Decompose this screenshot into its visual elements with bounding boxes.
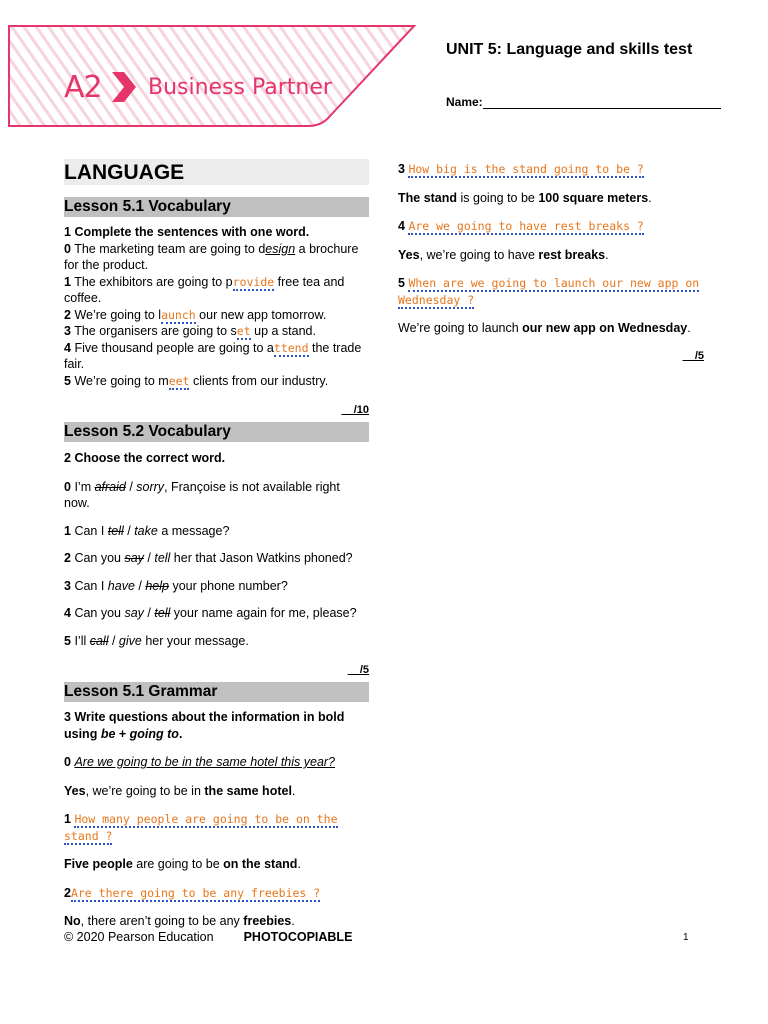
- answer-field[interactable]: When are we going to launch our new app on Wednesday ?: [398, 276, 700, 307]
- answer-field[interactable]: ttend: [273, 340, 309, 355]
- vocab1-item-3: 3 The organisers are going to set up a stand.: [64, 324, 316, 338]
- grammar-a4: Yes, we’re going to have rest breaks.: [398, 247, 609, 262]
- grammar-a2: No, there aren’t going to be any freebies.: [64, 914, 295, 928]
- logo-business-partner: Business Partner: [148, 75, 332, 100]
- vocab2-score: __/5: [347, 664, 369, 676]
- grammar-q4: 4 Are we going to have rest breaks ?: [398, 219, 644, 233]
- grammar-score: __/5: [682, 350, 704, 362]
- vocab2-exercise: 2 Choose the correct word. 0 I’m afraid / sorry, Françoise is not available right now. 1 Can I tell / take a message? 2 Can you say / tell her that Jason Watkins phoned? 3 Can I have / help your phone number? 4 Can you say / tell your name again for me, please? 5 I’ll call / give her your message.: [64, 450, 369, 649]
- vocab2-item-0: 0 I’m afraid / sorry, Françoise is not available right now.: [64, 479, 340, 510]
- photocopiable-label: PHOTOCOPIABLE: [243, 930, 353, 944]
- vocab2-instruction: Choose the correct word.: [74, 451, 226, 465]
- page-number: 1: [683, 932, 689, 943]
- name-field[interactable]: [446, 95, 721, 109]
- grammar-instruction: 3 Write questions about the information in bold using be + going to.: [64, 710, 345, 741]
- grammar-example-question: 0 Are we going to be in the same hotel this year?: [64, 755, 336, 769]
- grammar-q2: 2Are there going to be any freebies ?: [64, 885, 321, 900]
- vocab1-score: __/10: [341, 404, 369, 416]
- grammar-q5: 5 When are we going to launch our new app on Wednesday ?: [398, 276, 700, 307]
- grammar-a1: Five people are going to be on the stand.: [64, 857, 301, 871]
- vocab1-item-4: 4 Five thousand people are going to attend the trade fair.: [64, 340, 362, 371]
- section-title: LANGUAGE: [64, 159, 369, 185]
- answer-field[interactable]: eet: [168, 373, 190, 388]
- copyright: © 2020 Pearson Education: [64, 930, 214, 944]
- name-label: Name:: [446, 95, 483, 109]
- vocab2-item-3: 3 Can I have / help your phone number?: [64, 578, 288, 593]
- footer: [64, 930, 352, 944]
- grammar-exercise-cont: [398, 161, 708, 337]
- answer-field[interactable]: How big is the stand going to be ?: [408, 162, 644, 176]
- unit-title: UNIT 5: Language and skills test: [446, 41, 693, 58]
- vocab2-item-4: 4 Can you say / tell your name again for me, please?: [64, 606, 357, 620]
- answer-field[interactable]: et: [236, 324, 251, 338]
- lesson-heading-grammar: Lesson 5.1 Grammar: [64, 682, 369, 702]
- grammar-q3: 3 How big is the stand going to be ?: [398, 162, 644, 176]
- vocab1-instruction: Complete the sentences with one word.: [74, 225, 310, 239]
- vocab2-item-1: 1 Can I tell / take a message?: [64, 523, 230, 538]
- vocab1-exercise: 1 Complete the sentences with one word. 0 The marketing team are going to design a brochure for the product. 1 The exhibitors are going to provide free tea and coffee. 2 We’re going to launch our new app tomorrow. 3 The organisers are going to set up a stand. 4 Five thousand people are going to attend the trade fair. 5 We’re going to meet clients from our industry.: [64, 224, 369, 389]
- answer-field[interactable]: rovide: [232, 274, 275, 289]
- lesson-heading-vocab-2: Lesson 5.2 Vocabulary: [64, 422, 369, 442]
- answer-field[interactable]: Are we going to have rest breaks ?: [408, 219, 644, 233]
- vocab1-item-0: 0 The marketing team are going to design a brochure for the product.: [64, 241, 359, 272]
- vocab1-item-2: 2 We’re going to launch our new app tomorrow.: [64, 307, 327, 322]
- grammar-exercise: [64, 709, 369, 930]
- grammar-a3: The stand is going to be 100 square meters.: [398, 190, 652, 205]
- vocab2-item-2: 2 Can you say / tell her that Jason Watkins phoned?: [64, 551, 353, 565]
- grammar-example-answer: Yes, we’re going to be in the same hotel.: [64, 783, 296, 798]
- answer-field[interactable]: aunch: [161, 307, 196, 322]
- grammar-a5: We’re going to launch our new app on Wednesday.: [398, 321, 691, 335]
- name-blank[interactable]: [483, 98, 721, 109]
- logo-a2: A2: [64, 70, 102, 105]
- answer-field[interactable]: Are there going to be any freebies ?: [70, 885, 321, 900]
- vocab2-item-5: 5 I’ll call / give her your message.: [64, 633, 249, 648]
- vocab1-item-5: 5 We’re going to meet clients from our industry.: [64, 373, 329, 388]
- lesson-heading-vocab-1: Lesson 5.1 Vocabulary: [64, 197, 369, 217]
- vocab1-item-1: 1 The exhibitors are going to provide free tea and coffee.: [64, 274, 345, 305]
- answer-field[interactable]: How many people are going to be on the stand ?: [64, 812, 338, 843]
- grammar-q1: 1 How many people are going to be on the stand ?: [64, 812, 338, 843]
